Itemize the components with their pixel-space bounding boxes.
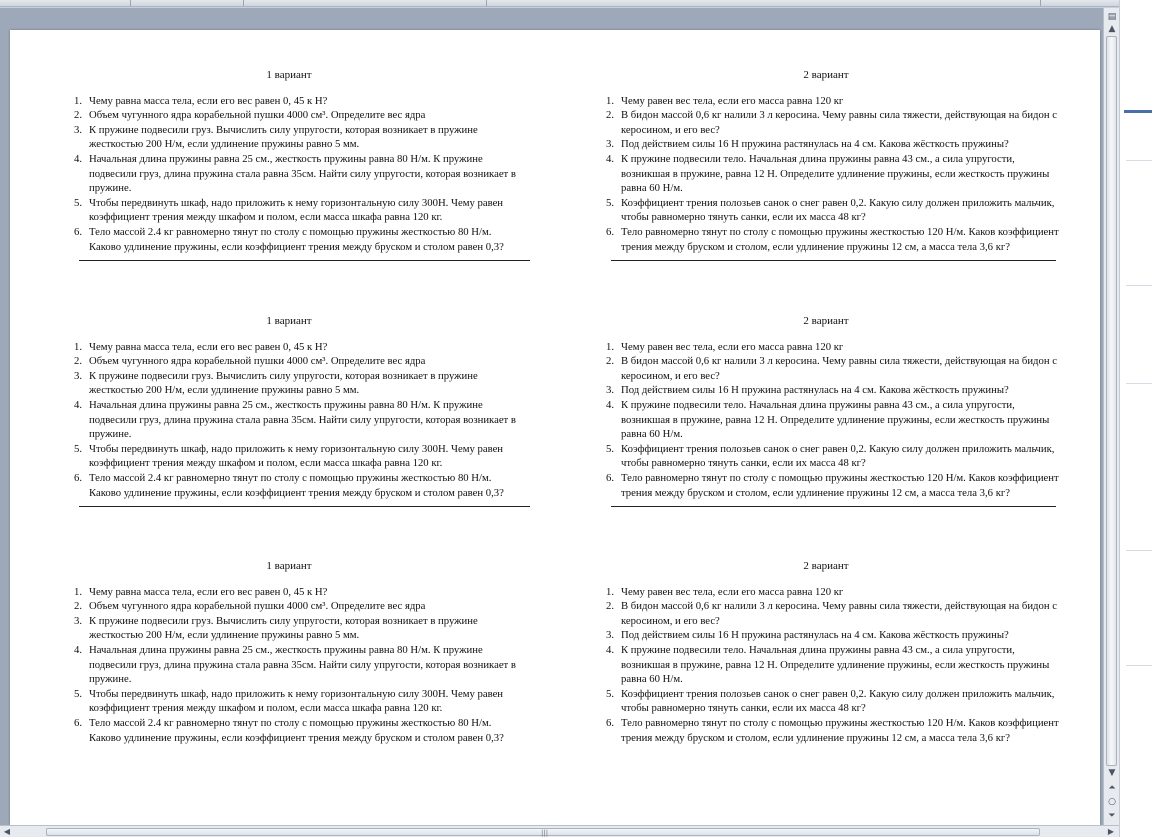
- question-number: 4.: [73, 152, 82, 165]
- question-item: [54, 354, 524, 369]
- browse-object-icon[interactable]: ○: [1108, 797, 1116, 807]
- ruler-strip: [0, 0, 1152, 7]
- prev-page-icon[interactable]: ⏶: [1108, 783, 1116, 793]
- variant2-block: [586, 559, 1066, 745]
- question-number: 1.: [73, 340, 82, 353]
- question-number: 2.: [73, 109, 82, 122]
- question-number: 4.: [73, 643, 82, 656]
- question-item: [586, 108, 1066, 137]
- question-text: Чтобы передвинуть шкаф, надо приложить к нему горизонтальную силу 300Н. Чему равен коэффициент трения между шкафом и полом, если масса шкафа равна 120 кг.: [89, 687, 504, 715]
- variant-title: 1 вариант: [266, 560, 312, 572]
- variant-title: 1 вариант: [266, 315, 312, 327]
- variant1-block: [54, 314, 524, 507]
- separator-line: [79, 506, 530, 507]
- question-item: [586, 152, 1066, 196]
- question-number: 6.: [73, 471, 82, 484]
- panel-separator: [1126, 550, 1152, 551]
- question-number: 5.: [73, 442, 82, 455]
- question-text: К пружине подвесили груз. Вычислить силу упругости, которая возникает в пружине жесткостью 200 Н/м, если удлинение пружины равно 5 мм.: [89, 369, 478, 397]
- question-item: [586, 442, 1066, 471]
- question-item: [54, 599, 524, 614]
- vertical-scroll-thumb[interactable]: [1106, 36, 1117, 766]
- question-item: [54, 123, 524, 152]
- question-item: [54, 225, 524, 254]
- scroll-right-icon[interactable]: ▶: [1107, 827, 1115, 836]
- question-item: [586, 383, 1066, 398]
- question-number: 2.: [605, 600, 614, 613]
- vertical-scrollbar[interactable]: [1103, 8, 1119, 825]
- question-number: 4.: [605, 398, 614, 411]
- question-item: [586, 137, 1066, 152]
- question-item: [586, 643, 1066, 687]
- document-area: [0, 8, 1103, 825]
- question-item: [586, 340, 1066, 355]
- question-number: 6.: [73, 225, 82, 238]
- question-list: [54, 585, 524, 746]
- question-number: 2.: [605, 109, 614, 122]
- question-text: Чему равна масса тела, если его вес равен 0, 45 к Н?: [89, 585, 328, 598]
- question-number: 1.: [605, 94, 614, 107]
- side-panel: [1119, 0, 1152, 837]
- question-item: [54, 442, 524, 471]
- question-text: Тело равномерно тянут по столу с помощью пружины жесткостью 120 Н/м. Каков коэффициент трения между бруском и столом, если удлинение пружины 12 см, а масса тела 3,6 кг?: [621, 225, 1059, 253]
- question-text: Коэффициент трения полозьев санок о снег равен 0,2. Какую силу должен приложить мальчик, чтобы равномерно тянуть санки, если их масса 48 кг?: [621, 196, 1055, 224]
- question-text: Чтобы передвинуть шкаф, надо приложить к нему горизонтальную силу 300Н. Чему равен коэффициент трения между шкафом и полом, если масса шкафа равна 120 кг.: [89, 196, 504, 224]
- question-text: Чему равна масса тела, если его вес равен 0, 45 к Н?: [89, 94, 328, 107]
- question-number: 1.: [605, 340, 614, 353]
- question-list: [586, 340, 1066, 501]
- panel-separator: [1126, 160, 1152, 161]
- question-text: Начальная длина пружины равна 25 см., жесткость пружины равна 80 Н/м. К пружине подвесили груз, длина пружина стала равна 35см. Найти силу упругости, которая возникает в пружине.: [89, 398, 516, 441]
- question-number: 2.: [605, 355, 614, 368]
- question-item: [54, 471, 524, 500]
- question-number: 6.: [605, 471, 614, 484]
- question-text: Чему равен вес тела, если его масса равна 120 кг: [621, 94, 844, 107]
- question-number: 3.: [73, 614, 82, 627]
- question-item: [586, 398, 1066, 442]
- question-number: 4.: [73, 398, 82, 411]
- ruler-tick: [243, 0, 244, 6]
- question-list: [586, 94, 1066, 255]
- ruler-icon[interactable]: ▤: [1107, 12, 1117, 22]
- question-text: Начальная длина пружины равна 25 см., жесткость пружины равна 80 Н/м. К пружине подвесили груз, длина пружина стала равна 35см. Найти силу упругости, которая возникает в пружине.: [89, 152, 516, 195]
- question-number: 4.: [605, 643, 614, 656]
- question-item: [54, 585, 524, 600]
- question-number: 5.: [73, 687, 82, 700]
- question-text: К пружине подвесили груз. Вычислить силу упругости, которая возникает в пружине жесткостью 200 Н/м, если удлинение пружины равно 5 мм.: [89, 123, 478, 151]
- question-number: 6.: [605, 225, 614, 238]
- question-item: [586, 471, 1066, 500]
- question-text: Тело массой 2.4 кг равномерно тянут по столу с помощью пружины жесткостью 80 Н/м. Каково удлинение пружины, если коэффициент трения между бруском и столом равен 0,3?: [89, 471, 504, 499]
- question-item: [54, 369, 524, 398]
- question-number: 3.: [73, 369, 82, 382]
- next-page-icon[interactable]: ⏷: [1108, 811, 1116, 821]
- variant-title: 2 вариант: [803, 69, 849, 81]
- question-text: К пружине подвесили тело. Начальная длина пружины равна 43 см., а сила упругости, возникшая в пружине, равна 12 Н. Определите удлинение пружины, если жесткость пружины равна 60 Н/м.: [621, 398, 1050, 441]
- question-item: [54, 614, 524, 643]
- question-item: [586, 585, 1066, 600]
- question-text: К пружине подвесили тело. Начальная длина пружины равна 43 см., а сила упругости, возникшая в пружине, равна 12 Н. Определите удлинение пружины, если жесткость пружины равна 60 Н/м.: [621, 152, 1050, 195]
- variant-title: 2 вариант: [803, 315, 849, 327]
- question-item: [54, 196, 524, 225]
- question-text: Чему равна масса тела, если его вес равен 0, 45 к Н?: [89, 340, 328, 353]
- question-text: Чему равен вес тела, если его масса равна 120 кг: [621, 340, 844, 353]
- question-text: Чему равен вес тела, если его масса равна 120 кг: [621, 585, 844, 598]
- ruler-tick: [130, 0, 131, 6]
- question-text: Тело массой 2.4 кг равномерно тянут по столу с помощью пружины жесткостью 80 Н/м. Каково удлинение пружины, если коэффициент трения между бруском и столом равен 0,3?: [89, 716, 504, 744]
- ruler-tick: [1040, 0, 1041, 6]
- question-text: В бидон массой 0,6 кг налили 3 л керосина. Чему равны сила тяжести, действующая на бидон с керосином, и его вес?: [621, 355, 1057, 382]
- question-item: [54, 152, 524, 196]
- scroll-left-icon[interactable]: ◀: [3, 827, 11, 836]
- ruler-tick: [486, 0, 487, 6]
- question-number: 3.: [605, 138, 614, 151]
- variant2-block: [586, 68, 1066, 261]
- question-list: [54, 340, 524, 501]
- separator-line: [79, 260, 530, 261]
- panel-separator: [1126, 383, 1152, 384]
- separator-line: [611, 260, 1056, 261]
- question-list: [54, 94, 524, 255]
- question-item: [586, 196, 1066, 225]
- question-item: [586, 354, 1066, 383]
- horizontal-scroll-thumb[interactable]: [46, 828, 1040, 836]
- question-text: Под действием силы 16 Н пружина растянулась на 4 см. Какова жёсткость пружины?: [621, 138, 1009, 151]
- question-text: Под действием силы 16 Н пружина растянулась на 4 см. Какова жёсткость пружины?: [621, 384, 1009, 397]
- panel-separator: [1126, 285, 1152, 286]
- grip-icon: |||: [541, 829, 549, 837]
- separator-line: [611, 506, 1056, 507]
- question-item: [54, 643, 524, 687]
- question-text: В бидон массой 0,6 кг налили 3 л керосина. Чему равны сила тяжести, действующая на бидон с керосином, и его вес?: [621, 109, 1057, 136]
- scroll-up-icon[interactable]: ▲: [1108, 24, 1116, 34]
- question-item: [54, 94, 524, 109]
- variant2-block: [586, 314, 1066, 507]
- question-text: Объем чугунного ядра корабельной пушки 4000 см³. Определите вес ядра: [89, 109, 426, 122]
- question-text: Под действием силы 16 Н пружина растянулась на 4 см. Какова жёсткость пружины?: [621, 629, 1009, 642]
- question-text: В бидон массой 0,6 кг налили 3 л керосина. Чему равны сила тяжести, действующая на бидон с керосином, и его вес?: [621, 600, 1057, 627]
- question-text: К пружине подвесили тело. Начальная длина пружины равна 43 см., а сила упругости, возникшая в пружине, равна 12 Н. Определите удлинение пружины, если жесткость пружины равна 60 Н/м.: [621, 643, 1050, 686]
- horizontal-scrollbar[interactable]: [0, 825, 1119, 837]
- question-text: Коэффициент трения полозьев санок о снег равен 0,2. Какую силу должен приложить мальчик, чтобы равномерно тянуть санки, если их масса 48 кг?: [621, 687, 1055, 715]
- question-number: 5.: [605, 442, 614, 455]
- question-number: 5.: [605, 687, 614, 700]
- question-text: Коэффициент трения полозьев санок о снег равен 0,2. Какую силу должен приложить мальчик, чтобы равномерно тянуть санки, если их масса 48 кг?: [621, 442, 1055, 470]
- question-item: [586, 225, 1066, 254]
- variant-title: 2 вариант: [803, 560, 849, 572]
- question-number: 3.: [605, 629, 614, 642]
- variant1-block: [54, 68, 524, 261]
- question-text: Чтобы передвинуть шкаф, надо приложить к нему горизонтальную силу 300Н. Чему равен коэффициент трения между шкафом и полом, если масса шкафа равна 120 кг.: [89, 442, 504, 470]
- question-item: [54, 340, 524, 355]
- question-item: [54, 398, 524, 442]
- variant-title: 1 вариант: [266, 69, 312, 81]
- question-text: К пружине подвесили груз. Вычислить силу упругости, которая возникает в пружине жесткостью 200 Н/м, если удлинение пружины равно 5 мм.: [89, 614, 478, 642]
- question-number: 4.: [605, 152, 614, 165]
- question-text: Объем чугунного ядра корабельной пушки 4000 см³. Определите вес ядра: [89, 355, 426, 368]
- question-item: [54, 716, 524, 745]
- question-item: [54, 108, 524, 123]
- question-number: 6.: [605, 716, 614, 729]
- question-text: Объем чугунного ядра корабельной пушки 4000 см³. Определите вес ядра: [89, 600, 426, 613]
- question-number: 1.: [605, 585, 614, 598]
- question-text: Начальная длина пружины равна 25 см., жесткость пружины равна 80 Н/м. К пружине подвесили груз, длина пружина стала равна 35см. Найти силу упругости, которая возникает в пружине.: [89, 643, 516, 686]
- document-page[interactable]: [10, 30, 1100, 825]
- question-text: Тело равномерно тянут по столу с помощью пружины жесткостью 120 Н/м. Каков коэффициент трения между бруском и столом, если удлинение пружины 12 см, а масса тела 3,6 кг?: [621, 471, 1059, 499]
- question-item: [586, 716, 1066, 745]
- question-item: [586, 94, 1066, 109]
- question-number: 3.: [73, 123, 82, 136]
- question-number: 6.: [73, 716, 82, 729]
- question-item: [586, 687, 1066, 716]
- question-number: 3.: [605, 384, 614, 397]
- question-number: 5.: [605, 196, 614, 209]
- variant1-block: [54, 559, 524, 745]
- question-text: Тело равномерно тянут по столу с помощью пружины жесткостью 120 Н/м. Каков коэффициент трения между бруском и столом, если удлинение пружины 12 см, а масса тела 3,6 кг?: [621, 716, 1059, 744]
- question-item: [586, 628, 1066, 643]
- question-number: 1.: [73, 94, 82, 107]
- question-text: Тело массой 2.4 кг равномерно тянут по столу с помощью пружины жесткостью 80 Н/м. Каково удлинение пружины, если коэффициент трения между бруском и столом равен 0,3?: [89, 225, 504, 253]
- question-number: 5.: [73, 196, 82, 209]
- question-list: [586, 585, 1066, 746]
- question-item: [54, 687, 524, 716]
- panel-accent-line: [1124, 110, 1152, 113]
- panel-separator: [1126, 665, 1152, 666]
- question-number: 2.: [73, 355, 82, 368]
- question-item: [586, 599, 1066, 628]
- question-number: 1.: [73, 585, 82, 598]
- scroll-down-icon[interactable]: ▼: [1108, 768, 1116, 778]
- question-number: 2.: [73, 600, 82, 613]
